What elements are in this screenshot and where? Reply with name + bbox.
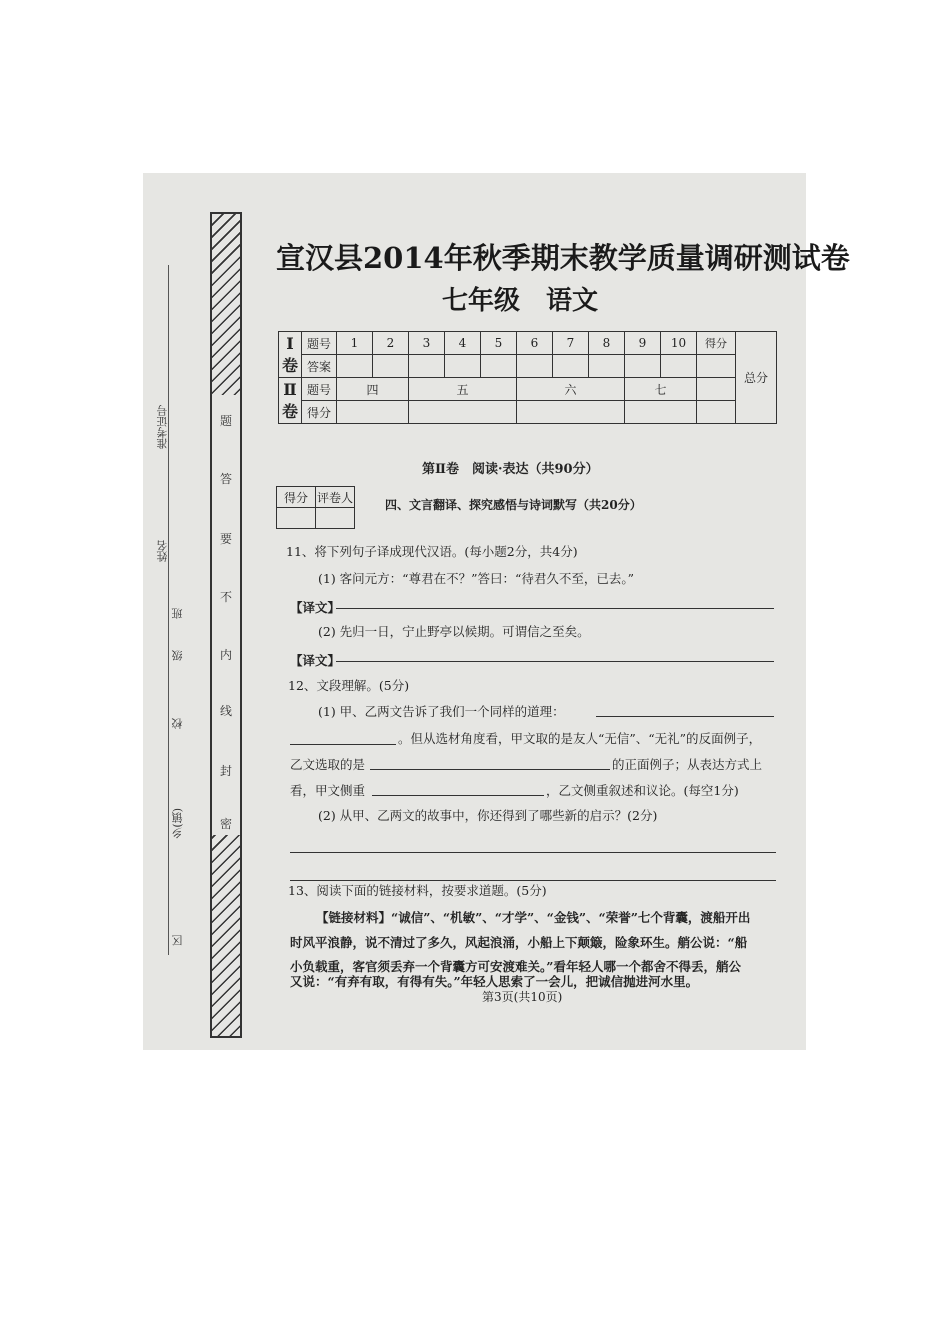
answer-cell[interactable]: [445, 355, 481, 378]
q11-yiwen1-label: 【译文】: [290, 600, 341, 615]
q12-p1d: 的正面例子；从表达方式上: [612, 757, 763, 772]
answer-cell[interactable]: [517, 355, 553, 378]
q12-p1a: (1) 甲、乙两文告诉了我们一个同样的道理：: [318, 704, 565, 719]
exam-subtitle: 七年级 语文: [442, 286, 599, 316]
field-zhunkaozheng: 准考证号: [156, 405, 169, 449]
q-number: 7: [553, 332, 589, 355]
grader-score-cell[interactable]: [277, 508, 316, 529]
blank-cell: [697, 378, 736, 401]
part-number: 六: [517, 378, 625, 401]
q12-p2: (2) 从甲、乙两文的故事中，你还得到了哪些新的启示？(2分): [318, 808, 658, 823]
part-score-cell[interactable]: [517, 401, 625, 424]
part-score-cell[interactable]: [625, 401, 697, 424]
blank-cell: [697, 401, 736, 424]
field-name: 姓名: [156, 540, 169, 562]
seal-char: 要: [219, 532, 232, 546]
exam-title: 宣汉县2014年秋季期末教学质量调研测试卷: [276, 241, 850, 275]
juan1-label: Ⅰ卷: [279, 332, 302, 378]
field-ban: 班: [171, 608, 184, 619]
grader-name-cell[interactable]: [316, 508, 355, 529]
q-number: 8: [589, 332, 625, 355]
grader-box: [276, 486, 355, 529]
q12-blank1-cont[interactable]: [290, 744, 396, 745]
part4-title: 四、文言翻译、探究感悟与诗词默写（共20分）: [385, 498, 642, 512]
seal-char: 封: [219, 764, 232, 778]
q13-link-line4: 又说：“有弃有取，有得有失。”年轻人思索了一会儿，把诚信抛进河水里。: [290, 974, 699, 989]
q11-stem: 11、将下列句子译成现代汉语。(每小题2分，共4分): [286, 544, 578, 559]
part-score-cell[interactable]: [409, 401, 517, 424]
seal-char: 答: [219, 472, 232, 486]
q11-sentence1: (1) 客问元方：“尊君在不？”答曰：“待君久不至，已去。”: [318, 571, 634, 586]
seal-char: 内: [219, 648, 232, 662]
seal-char: 线: [219, 704, 232, 718]
q12-blank2[interactable]: [370, 769, 610, 770]
score-table: [278, 331, 777, 424]
answer-cell[interactable]: [625, 355, 661, 378]
answer-cell[interactable]: [553, 355, 589, 378]
q-number: 10: [661, 332, 697, 355]
defen-header: 得分: [697, 332, 736, 355]
margin-rule: [168, 265, 169, 955]
field-district: 区: [171, 935, 184, 946]
q13-link-line3: 小负载重，客官须丢弃一个背囊方可安渡难关。”看年轻人哪一个都舍不得丢，艄公: [290, 959, 741, 974]
q11-yiwen2-label: 【译文】: [290, 653, 341, 668]
q-number: 4: [445, 332, 481, 355]
grader-pingjuan-label: 评卷人: [316, 487, 355, 508]
q13-link-line2: 时风平浪静，说不清过了多久，风起浪涌，小船上下颠簸，险象环生。艄公说：“船: [290, 935, 748, 950]
field-town: 乡(镇): [171, 808, 184, 839]
seal-char: 题: [219, 414, 232, 428]
section-title: 第Ⅱ卷 阅读·表达（共90分）: [422, 462, 599, 477]
q12-p1b: 。但从选材角度看，甲文取的是友人“无信”、“无礼”的反面例子，: [398, 731, 762, 746]
q12-blank3[interactable]: [372, 795, 544, 796]
answer-cell[interactable]: [373, 355, 409, 378]
answer-cell[interactable]: [589, 355, 625, 378]
q12-p1e: 看，甲文侧重: [290, 783, 366, 798]
tihao-label: 题号: [302, 332, 337, 355]
q12-p1c: 乙文选取的是: [290, 757, 366, 772]
daan-label: 答案: [302, 355, 337, 378]
q12-stem: 12、文段理解。(5分): [288, 678, 410, 693]
field-school: 校: [171, 718, 184, 729]
tihao-label: 题号: [302, 378, 337, 401]
answer-cell[interactable]: [661, 355, 697, 378]
answer-cell[interactable]: [337, 355, 373, 378]
seal-char: 密: [219, 817, 232, 831]
q-number: 5: [481, 332, 517, 355]
juan2-label: Ⅱ卷: [279, 378, 302, 424]
q-number: 9: [625, 332, 661, 355]
part-score-cell[interactable]: [337, 401, 409, 424]
defen-cell[interactable]: [697, 355, 736, 378]
q-number: 6: [517, 332, 553, 355]
q11-sentence2: (2) 先归一日，宁止野亭以候期。可谓信之至矣。: [318, 624, 590, 639]
q-number: 2: [373, 332, 409, 355]
zongfen-header: 总分: [736, 332, 777, 424]
q12-answer-line1[interactable]: [290, 852, 776, 853]
part-number: 七: [625, 378, 697, 401]
q13-stem: 13、阅读下面的链接材料，按要求道题。(5分): [288, 883, 547, 898]
q-number: 3: [409, 332, 445, 355]
q12-blank1[interactable]: [596, 716, 774, 717]
part-number: 四: [337, 378, 409, 401]
answer-cell[interactable]: [409, 355, 445, 378]
field-ji: 级: [171, 650, 184, 661]
q-number: 1: [337, 332, 373, 355]
part-number: 五: [409, 378, 517, 401]
defen-label: 得分: [302, 401, 337, 424]
q13-link-line1: 【链接材料】“诚信”、“机敏”、“才学”、“金钱”、“荣誉”七个背囊，渡船开出: [316, 910, 751, 925]
q11-answer2-line[interactable]: [336, 661, 774, 662]
page-number: 第3页(共10页): [482, 990, 563, 1004]
q12-p1f: ，乙文侧重叙述和议论。(每空1分): [546, 783, 739, 798]
q11-answer1-line[interactable]: [336, 608, 774, 609]
grader-defen-label: 得分: [277, 487, 316, 508]
seal-char: 不: [219, 590, 232, 604]
answer-cell[interactable]: [481, 355, 517, 378]
